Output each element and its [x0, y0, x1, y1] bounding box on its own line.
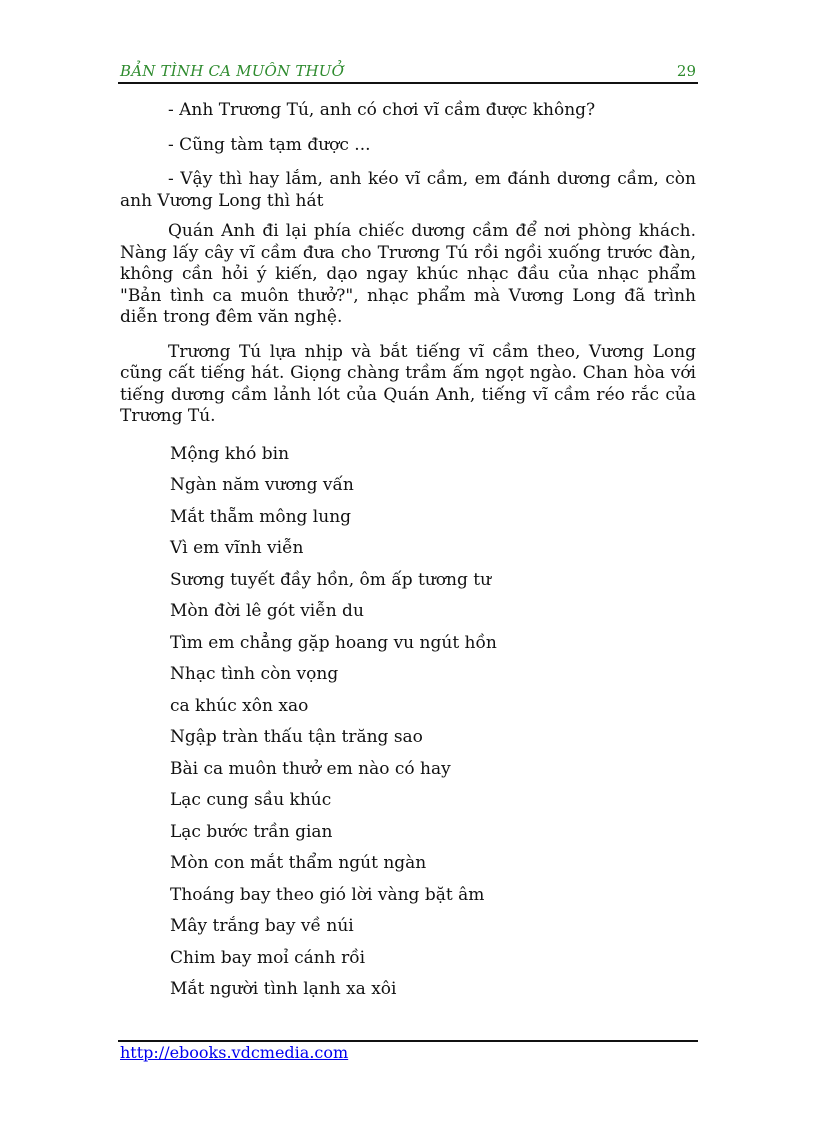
dialogue-line: - Anh Trương Tú, anh có chơi vĩ cầm được không?	[168, 100, 596, 120]
footer-divider	[118, 1040, 698, 1042]
dialogue-line: - Vậy thì hay lắm, anh kéo vĩ cầm, em đánh dương cầm, còn anh Vương Long thì hát	[120, 169, 696, 211]
narrative-paragraph: Quán Anh đi lại phía chiếc dương cầm để nơi phòng khách. Nàng lấy cây vĩ cầm đưa cho Trương Tú rồi ngồi xuống trước đàn, không cần hỏi ý kiến, dạo ngay khúc nhạc đầu của nhạc phẩm "Bản tình ca muôn thưở?", nhạc phẩm mà Vương Long đã trình diễn trong đêm văn nghệ.	[120, 221, 696, 327]
lyric-line: Mây trắng bay về núi	[170, 916, 354, 936]
lyric-line: Tìm em chẳng gặp hoang vu ngút hồn	[170, 632, 497, 653]
narrative-paragraph: Trương Tú lựa nhịp và bắt tiếng vĩ cầm theo, Vương Long cũng cất tiếng hát. Giọng chàng trầm ấm ngọt ngào. Chan hòa với tiếng dương cầm lảnh lót của Quán Anh, tiếng vĩ cầm réo rắc của Trương Tú.	[120, 341, 696, 426]
source-link[interactable]: http://ebooks.vdcmedia.com	[120, 1043, 349, 1062]
lyric-line: Ngàn năm vương vấn	[170, 475, 354, 495]
page-body	[120, 100, 696, 1006]
lyric-line: Nhạc tình còn vọng	[170, 664, 339, 684]
lyric-line: ca khúc xôn xao	[170, 695, 309, 716]
dialogue-line: - Cũng tàm tạm được ...	[168, 134, 371, 155]
lyric-line: Lạc bước trần gian	[170, 821, 333, 842]
page-header	[118, 60, 698, 82]
page-number: 29	[676, 62, 696, 80]
lyric-line: Mộng khó bin	[170, 443, 290, 464]
book-title: BẢN TÌNH CA MUÔN THUỞ	[120, 62, 345, 80]
lyric-line: Mòn con mắt thẩm ngút ngàn	[170, 853, 427, 873]
lyric-line: Sương tuyết đầy hồn, ôm ấp tương tư	[170, 569, 492, 590]
lyric-line: Vì em vĩnh viễn	[170, 538, 304, 558]
lyric-line: Ngập tràn thấu tận trăng sao	[170, 727, 423, 747]
lyric-line: Lạc cung sầu khúc	[170, 790, 332, 810]
lyric-line: Chim bay moỉ cánh rồi	[170, 947, 366, 968]
lyric-line: Mắt người tình lạnh xa xôi	[170, 979, 397, 999]
song-lyrics	[120, 439, 696, 1006]
header-divider	[118, 82, 698, 84]
lyric-line: Thoáng bay theo gió lời vàng bặt âm	[170, 884, 485, 905]
lyric-line: Mắt thẵm mông lung	[170, 506, 352, 527]
lyric-line: Mòn đời lê gót viễn du	[170, 601, 364, 621]
lyric-line: Bài ca muôn thưở em nào có hay	[170, 758, 451, 779]
